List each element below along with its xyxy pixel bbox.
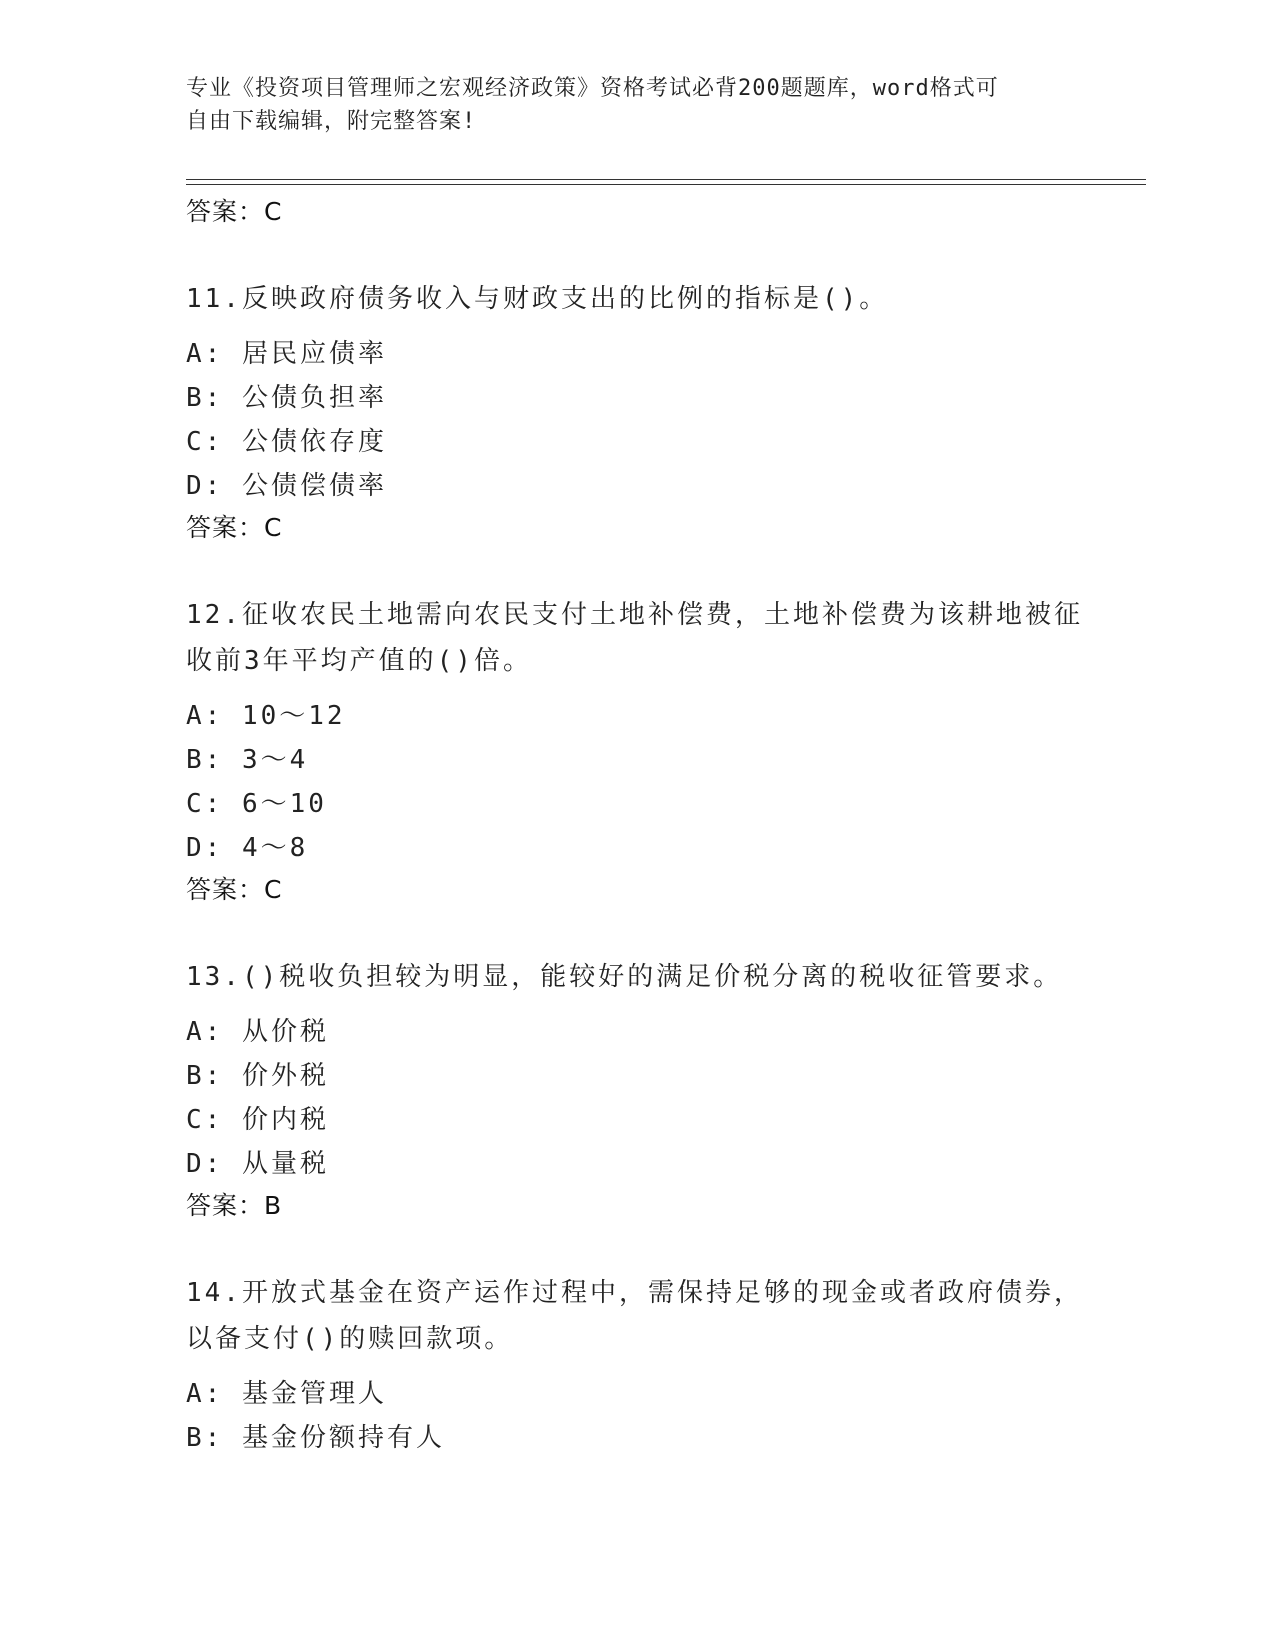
question-11-option-a: A: 居民应债率: [186, 339, 387, 369]
question-13-text: 13.()税收负担较为明显，能较好的满足价税分离的税收征管要求。: [186, 962, 1063, 992]
question-12-option-c: C: 6～10: [186, 789, 327, 819]
answer-previous: 答案：C: [186, 197, 283, 226]
question-12-option-b: B: 3～4: [186, 745, 309, 775]
question-14-option-b: B: 基金份额持有人: [186, 1423, 445, 1453]
question-11-option-c: C: 公债依存度: [186, 427, 387, 457]
question-13-option-a: A: 从价税: [186, 1017, 329, 1047]
question-11-answer: 答案：C: [186, 513, 283, 542]
question-11-text: 11.反映政府债务收入与财政支出的比例的指标是()。: [186, 284, 889, 314]
header-line-1: 专业《投资项目管理师之宏观经济政策》资格考试必背200题题库，word格式可: [186, 76, 999, 101]
header-divider-top: [186, 179, 1146, 180]
header-line-2: 自由下载编辑，附完整答案!: [186, 109, 477, 134]
question-13-option-b: B: 价外税: [186, 1061, 329, 1091]
question-12-option-d: D: 4～8: [186, 833, 309, 863]
question-13-answer: 答案：B: [186, 1191, 283, 1220]
document-header: [186, 72, 1066, 138]
question-13-option-d: D: 从量税: [186, 1149, 329, 1179]
question-12-text-line-1: 12.征收农民土地需向农民支付土地补偿费，土地补偿费为该耕地被征: [186, 600, 1083, 630]
question-12-answer: 答案：C: [186, 875, 283, 904]
question-13-option-c: C: 价内税: [186, 1105, 329, 1135]
question-14-option-a: A: 基金管理人: [186, 1379, 387, 1409]
question-11-option-d: D: 公债偿债率: [186, 471, 387, 501]
question-14-text-line-2: 以备支付()的赎回款项。: [186, 1324, 514, 1354]
question-14-text-line-1: 14.开放式基金在资产运作过程中，需保持足够的现金或者政府债券，: [186, 1278, 1083, 1308]
question-12-option-a: A: 10～12: [186, 701, 346, 731]
header-divider-bottom: [186, 184, 1146, 185]
question-12-text-line-2: 收前3年平均产值的()倍。: [186, 646, 532, 676]
question-11-option-b: B: 公债负担率: [186, 383, 387, 413]
